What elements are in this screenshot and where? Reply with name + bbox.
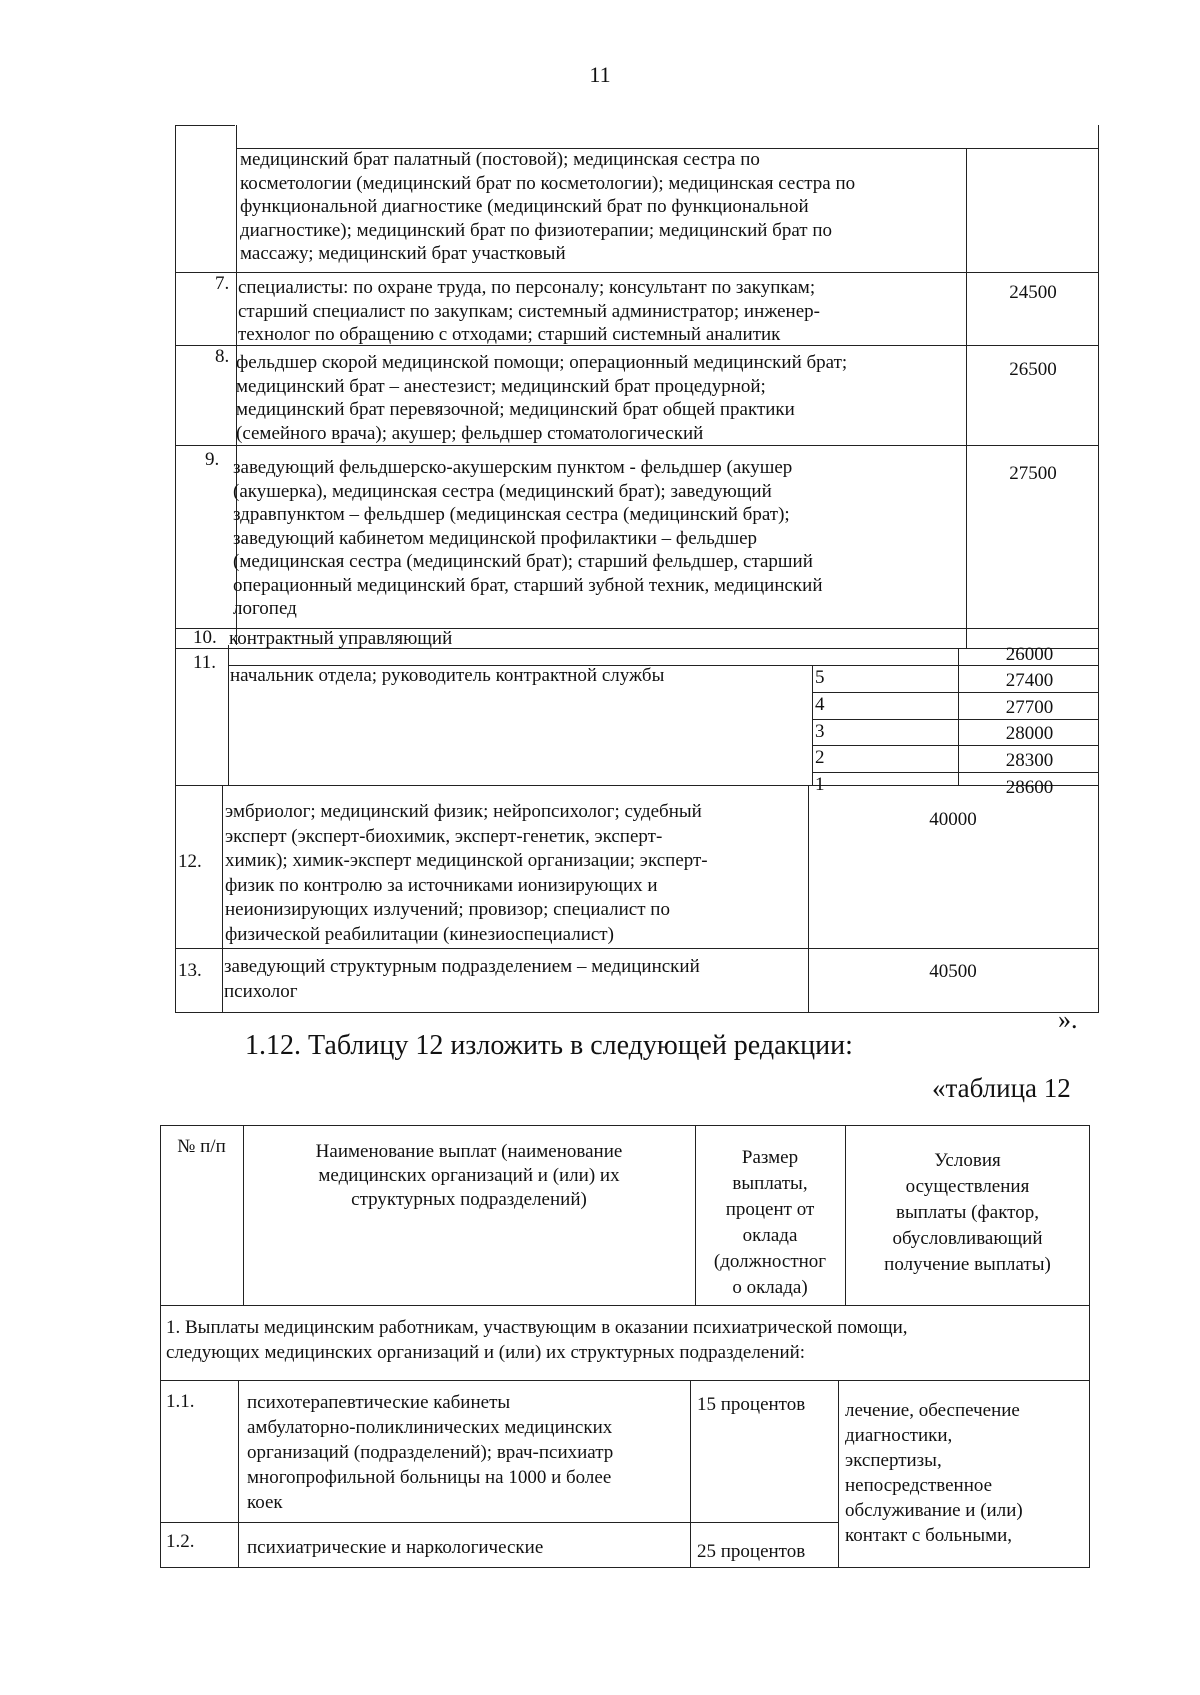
grade-value: 27400 — [1005, 670, 1054, 691]
row-13-number: 13. — [178, 960, 202, 981]
row-1-1-name: психотерапевтические кабинеты амбулаторно-поликлинических медицинских организаций (подразделений); врач-психиатр многопрофильной больницы на 1000 и более коек — [247, 1392, 614, 1513]
row-12-value: 40000 — [929, 809, 977, 830]
header-number: № п/п — [177, 1136, 226, 1157]
grade-value: 28600 — [1005, 777, 1054, 798]
row-11-number: 11. — [193, 652, 217, 673]
header-size: Размер выплаты, процент от оклада (должностног о оклада) — [713, 1147, 827, 1298]
grade-value: 28300 — [1005, 750, 1054, 771]
row-7-number: 7. — [215, 273, 230, 294]
grade-number: 2 — [815, 747, 825, 768]
section-heading: 1.12. Таблицу 12 изложить в следующей редакции: — [245, 1030, 853, 1061]
row-10-name: контрактный управляющий — [229, 628, 453, 649]
conditions-text: лечение, обеспечение диагностики, экспертизы, непосредственное обслуживание и (или) контакт с больными, — [845, 1400, 1023, 1546]
row-9-value: 27500 — [1009, 463, 1057, 484]
row-1-1-number: 1.1. — [166, 1391, 195, 1412]
grade-number: 5 — [815, 667, 825, 688]
row-13-name: заведующий структурным подразделением – медицинский психолог — [224, 956, 700, 1002]
grade-number: 1 — [815, 774, 825, 795]
continued-description: медицинский брат палатный (постовой); медицинская сестра по косметологии (медицинский брат по косметологии); медицинская сестра по функциональной диагностике (медицинский брат по функциональной диагностике); медицинский брат по физиотерапии; медицинский брат по массажу; медицинский брат участковый — [240, 149, 856, 264]
grade-value: 27700 — [1005, 697, 1054, 718]
header-name: Наименование выплат (наименование медицинских организаций и (или) их структурных подразделений) — [315, 1141, 623, 1210]
grade-value: 26000 — [1005, 644, 1054, 665]
page-number: 11 — [589, 62, 611, 87]
row-8-number: 8. — [215, 346, 230, 367]
row-12-number: 12. — [178, 851, 202, 872]
closing-quote: ». — [1058, 1005, 1078, 1034]
table-label: «таблица 12 — [932, 1073, 1071, 1103]
row-8-name: фельдшер скорой медицинской помощи; операционный медицинский брат; медицинский брат – анестезист; медицинский брат процедурной; медицинский брат перевязочной; медицинский брат общей практики (семейного врача); акушер; фельдшер стоматологический — [236, 352, 848, 444]
grade-value: 28000 — [1005, 723, 1054, 744]
grade-number: 4 — [815, 694, 825, 715]
row-1-2-name: психиатрические и наркологические — [247, 1537, 544, 1558]
row-7-name: специалисты: по охране труда, по персоналу; консультант по закупкам; старший специалист по закупкам; системный администратор; инженер- технолог по обращению с отходами; старший системный аналитик — [238, 277, 820, 345]
row-7-value: 24500 — [1009, 282, 1057, 303]
section-1-title: 1. Выплаты медицинским работникам, участвующим в оказании психиатрической помощи, следующих медицинских организаций и (или) их структурных подразделений: — [166, 1317, 908, 1363]
row-11-name: начальник отдела; руководитель контрактной службы — [230, 665, 665, 686]
row-9-name: заведующий фельдшерско-акушерским пунктом - фельдшер (акушер (акушерка), медицинская сестра (медицинский брат); заведующий здравпунктом – фельдшер (медицинская сестра (медицинский брат); заведующий кабинетом медицинской профилактики – фельдшер (медицинская сестра (медицинский брат); старший фельдшер, старший операционный медицинский брат, старший зубной техник, медицинский логопед — [233, 457, 823, 619]
row-12-name: эмбриолог; медицинский физик; нейропсихолог; судебный эксперт (эксперт-биохимик, эксперт-генетик, эксперт- химик); химик-эксперт медицинской организации; эксперт- физик по контролю за источниками ионизирующих и неионизирующих излучений; провизор; специалист по физической реабилитации (кинезиоспециалист) — [225, 801, 708, 945]
grade-number: 3 — [815, 721, 825, 742]
row-1-1-size: 15 процентов — [697, 1394, 806, 1415]
row-10-number: 10. — [193, 627, 217, 648]
row-13-value: 40500 — [929, 961, 977, 982]
row-8-value: 26500 — [1009, 359, 1057, 380]
row-9-number: 9. — [205, 449, 220, 470]
header-conditions: Условия осуществления выплаты (фактор, обусловливающий получение выплаты) — [884, 1150, 1051, 1275]
row-1-2-number: 1.2. — [166, 1531, 195, 1552]
row-1-2-size: 25 процентов — [697, 1541, 806, 1562]
